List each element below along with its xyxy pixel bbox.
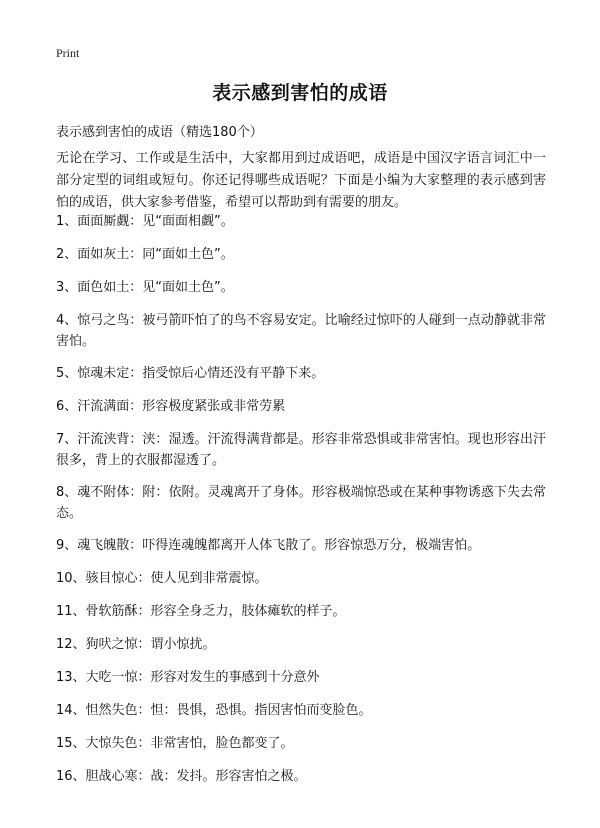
idiom-entry: 4、惊弓之鸟：被弓箭吓怕了的鸟不容易安定。比喻经过惊吓的人碰到一点动静就非常害怕。 bbox=[56, 313, 546, 349]
idiom-entry: 6、汗流满面：形容极度紧张或非常劳累 bbox=[56, 399, 286, 414]
idiom-list bbox=[56, 211, 546, 799]
idiom-entry: 16、胆战心寒：战：发抖。形容害怕之极。 bbox=[56, 769, 307, 784]
idiom-entry: 13、大吃一惊：形容对发生的事感到十分意外 bbox=[56, 670, 320, 685]
idiom-entry: 8、魂不附体：附：依附。灵魂离开了身体。形容极端惊恐或在某种事物诱惑下失去常态。 bbox=[56, 485, 546, 521]
intro-paragraph: 无论在学习、工作或是生活中，大家都用到过成语吧，成语是中国汉字语言词汇中一部分定型的词组或短句。你还记得哪些成语呢？下面是小编为大家整理的表示感到害怕的成语，供大家参考借鉴，希望可以帮助到有需要的朋友。 bbox=[56, 151, 546, 210]
idiom-entry: 12、狗吠之惊：谓小惊扰。 bbox=[56, 637, 216, 652]
print-link[interactable]: Print bbox=[56, 46, 80, 60]
idiom-entry: 3、面色如土：见“面如土色”。 bbox=[56, 280, 234, 295]
idiom-entry: 15、大惊失色：非常害怕，脸色都变了。 bbox=[56, 736, 294, 751]
idiom-entry: 10、骇目惊心：使人见到非常震惊。 bbox=[56, 571, 268, 586]
idiom-entry: 2、面如灰土：同“面如土色”。 bbox=[56, 247, 234, 262]
idiom-entry: 5、惊魂未定：指受惊后心情还没有平静下来。 bbox=[56, 366, 325, 381]
idiom-entry: 9、魂飞魄散：吓得连魂魄都离开人体飞散了。形容惊恐万分，极端害怕。 bbox=[56, 538, 481, 553]
document-title: 表示感到害怕的成语 bbox=[212, 82, 388, 104]
idiom-entry: 1、面面厮觑：见“面面相觑”。 bbox=[56, 214, 234, 229]
document-subtitle: 表示感到害怕的成语（精选180个） bbox=[56, 125, 263, 140]
idiom-entry: 11、骨软筋酥：形容全身乏力，肢体瘫软的样子。 bbox=[56, 604, 346, 619]
idiom-entry: 7、汗流浃背：浃：湿透。汗流得满背都是。形容非常恐惧或非常害怕。现也形容出汗很多，背上的衣服都湿透了。 bbox=[56, 432, 546, 468]
idiom-entry: 14、怛然失色：怛：畏惧，恐惧。指因害怕而变脸色。 bbox=[56, 703, 372, 718]
